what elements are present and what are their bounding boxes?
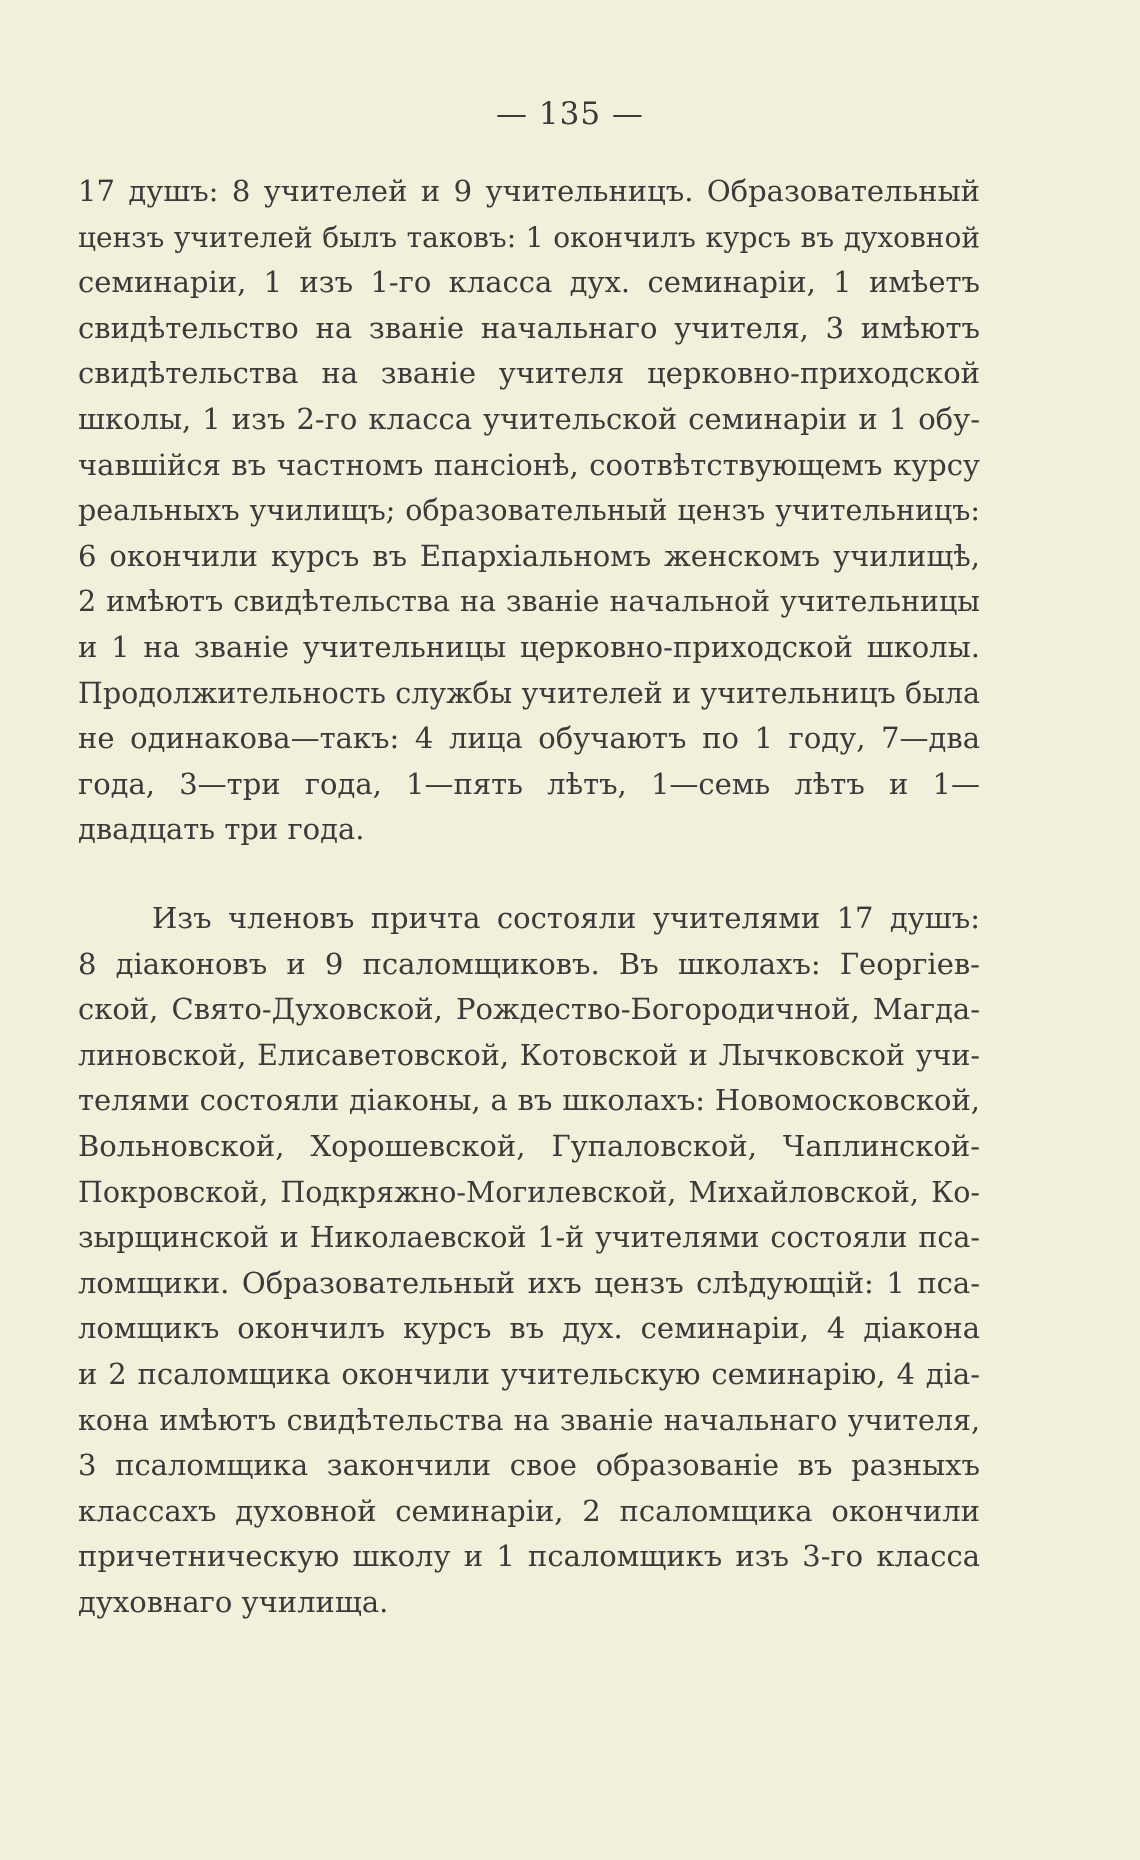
text-line: и 1 на званіе учительницы церковно-приходской школы. xyxy=(78,629,980,664)
text-line: 8 діаконовъ и 9 псаломщиковъ. Въ школахъ: Георгіев- xyxy=(78,946,980,981)
paragraph-1 xyxy=(78,169,980,853)
text-line: двадцать три года. xyxy=(78,812,365,847)
text-line: Изъ членовъ причта состояли учителями 17 душъ: xyxy=(152,901,980,935)
text-line: ломщики. Образовательный ихъ цензъ слѣдующій: 1 пса- xyxy=(78,1265,980,1300)
text-line: классахъ духовной семинаріи, 2 псаломщика окончили xyxy=(78,1493,980,1528)
text-line: школы, 1 изъ 2-го класса учительской семинаріи и 1 обу- xyxy=(78,401,980,436)
text-line: реальныхъ училищъ; образовательный цензъ учительницъ: xyxy=(78,494,980,528)
text-line: года, 3—три года, 1—пять лѣтъ, 1—семь лѣтъ и 1— xyxy=(78,766,980,801)
text-line: 3 псаломщика закончили свое образованіе въ разныхъ xyxy=(78,1448,980,1483)
text-line: Покровской, Подкряжно-Могилевской, Михайловской, Ко- xyxy=(78,1175,980,1209)
text-line: чавшійся въ частномъ пансіонѣ, соотвѣтствующемъ курсу xyxy=(78,447,980,482)
text-line: ской, Свято-Духовской, Рождество-Богородичной, Магда- xyxy=(78,992,980,1027)
text-line: телями состояли діаконы, а въ школахъ: Новомосковской, xyxy=(78,1083,980,1118)
page-number: — 135 — xyxy=(496,96,644,132)
text-line: свидѣтельства на званіе учителя церковно-приходской xyxy=(78,356,980,391)
text-line: линовской, Елисаветовской, Котовской и Лычковской учи- xyxy=(78,1038,980,1072)
text-line: свидѣтельство на званіе начальнаго учителя, 3 имѣютъ xyxy=(78,310,980,345)
text-line: 6 окончили курсъ въ Епархіальномъ женскомъ училищѣ, xyxy=(78,538,980,573)
text-line: причетническую школу и 1 псаломщикъ изъ 3-го класса xyxy=(78,1539,980,1574)
text-line: Продолжительность службы учителей и учительницъ была xyxy=(78,676,980,710)
text-line: цензъ учителей былъ таковъ: 1 окончилъ курсъ въ духовной xyxy=(78,220,980,254)
text-line: духовнаго училища. xyxy=(78,1584,389,1619)
text-line: семинаріи, 1 изъ 1-го класса дух. семинаріи, 1 имѣетъ xyxy=(78,265,980,300)
text-line: зырщинской и Николаевской 1-й учителями состояли пса- xyxy=(78,1221,980,1255)
text-line: не одинакова—такъ: 4 лица обучаютъ по 1 году, 7—два xyxy=(78,721,980,756)
text-line: 2 имѣютъ свидѣтельства на званіе начальной учительницы xyxy=(78,585,980,619)
text-line: кона имѣютъ свидѣтельства на званіе начальнаго учителя, xyxy=(78,1403,980,1437)
text-line: ломщикъ окончилъ курсъ въ дух. семинаріи, 4 діакона xyxy=(78,1311,980,1346)
text-line: и 2 псаломщика окончили учительскую семинарію, 4 діа- xyxy=(78,1356,980,1391)
paragraph-2 xyxy=(78,896,980,1626)
text-line: 17 душъ: 8 учителей и 9 учительницъ. Образовательный xyxy=(78,174,980,208)
text-line: Вольновской, Хорошевской, Гупаловской, Чаплинской- xyxy=(78,1128,980,1163)
